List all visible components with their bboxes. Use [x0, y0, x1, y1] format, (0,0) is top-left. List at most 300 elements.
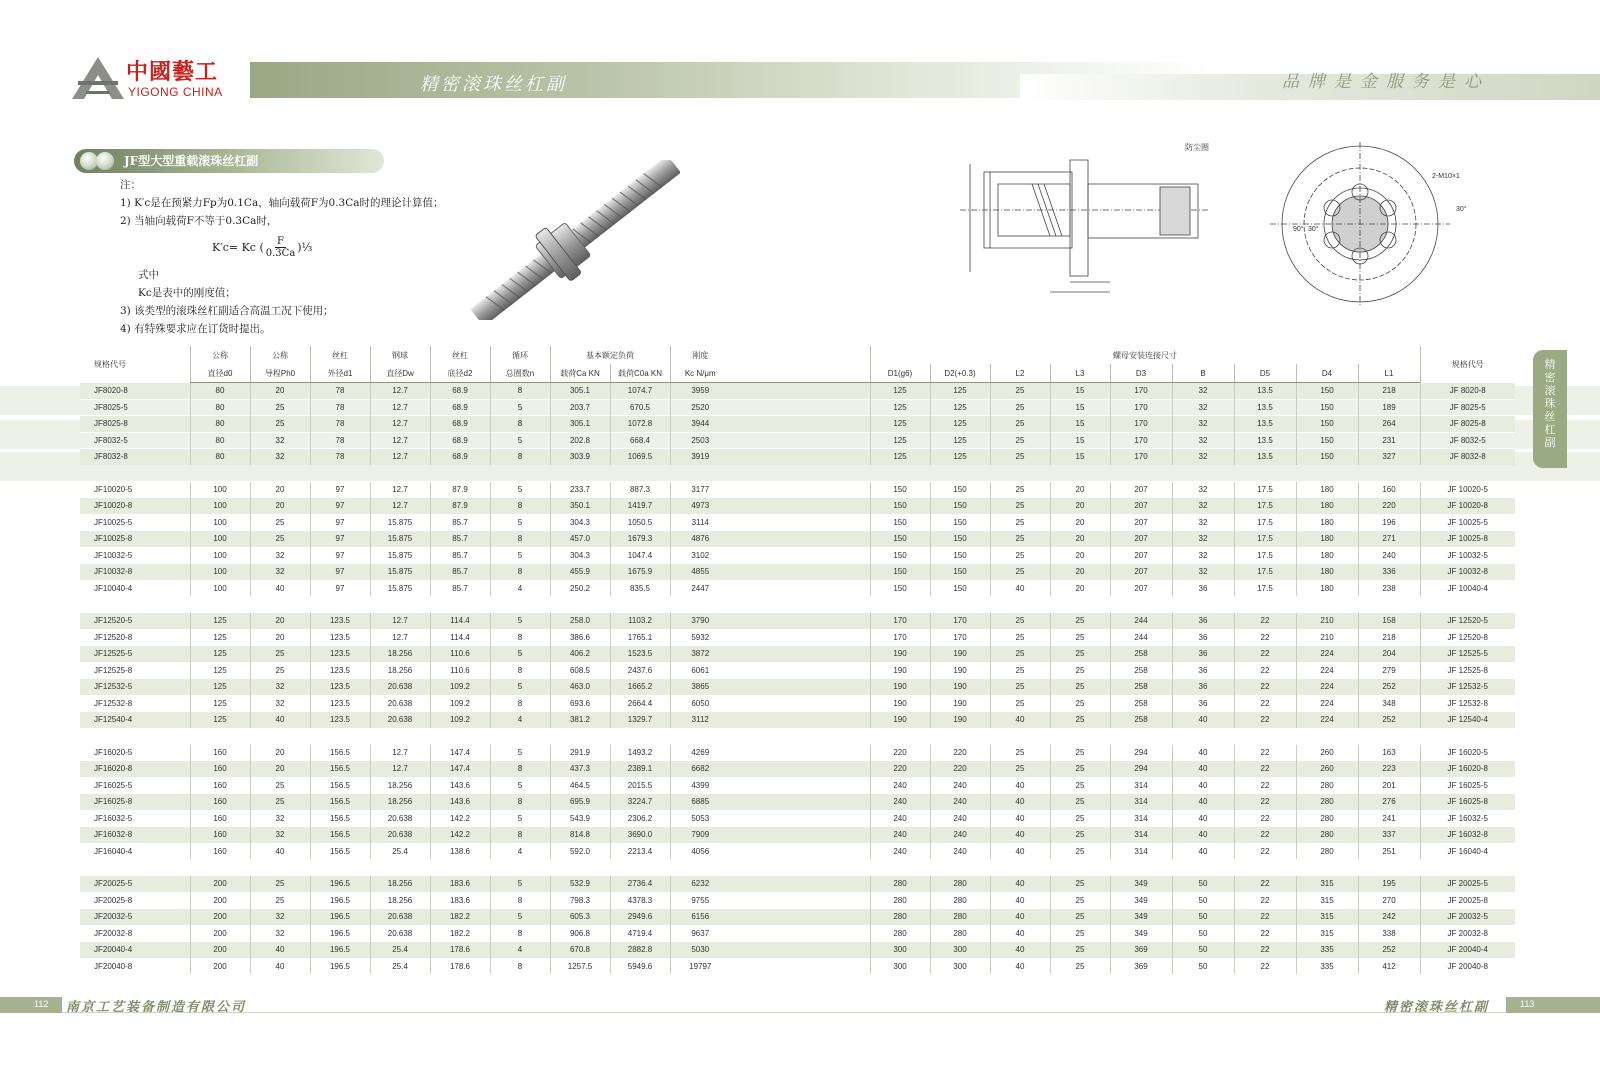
table-cell: 4: [490, 712, 550, 728]
table-cell: 40: [1172, 744, 1234, 761]
table-cell: 25: [250, 777, 310, 794]
table-cell: 32: [250, 449, 310, 465]
table-cell: 180: [1296, 564, 1358, 581]
table-cell: 160: [1358, 481, 1420, 498]
table-cell: 25.4: [370, 958, 430, 974]
logo-en-text: YIGONG CHINA: [128, 85, 223, 99]
table-cell: 143.6: [430, 794, 490, 811]
table-cell: 40: [1172, 810, 1234, 827]
table-cell: 305.1: [550, 416, 610, 433]
table-row: [80, 695, 1515, 712]
table-row: [80, 613, 1515, 630]
table-cell: 22: [1234, 712, 1296, 728]
table-cell: 6885: [670, 794, 730, 811]
table-cell: 25: [1050, 695, 1110, 712]
table-cell: 170: [1110, 383, 1172, 400]
table-cell: 25: [990, 679, 1050, 696]
table-cell: 20.638: [370, 712, 430, 728]
table-cell: 25: [1050, 909, 1110, 926]
table-cell: 204: [1358, 646, 1420, 663]
table-cell: 252: [1358, 942, 1420, 959]
table-cell: 125: [930, 449, 990, 465]
spec-code-cell: JF10025-5: [80, 514, 190, 531]
table-cell: 20.638: [370, 925, 430, 942]
table-cell: 8: [490, 958, 550, 974]
table-cell: 68.9: [430, 416, 490, 433]
th-circuit: 循环: [490, 346, 550, 364]
table-cell: 207: [1110, 498, 1172, 515]
table-cell: 25: [1050, 712, 1110, 728]
spec-code-cell: JF10020-8: [80, 498, 190, 515]
table-cell: 189: [1358, 399, 1420, 416]
notes-label: 注：: [120, 179, 141, 191]
table-cell: 22: [1234, 777, 1296, 794]
table-cell: 4378.3: [610, 892, 670, 909]
table-cell: 125: [190, 629, 250, 646]
table-cell: 1047.4: [610, 547, 670, 564]
spec-code-cell: JF 10020-8: [1420, 498, 1515, 515]
table-cell: 196.5: [310, 892, 370, 909]
table-cell: 68.9: [430, 432, 490, 449]
spec-code-cell: JF 8032-5: [1420, 432, 1515, 449]
table-row: [80, 761, 1515, 778]
table-cell: 190: [870, 712, 930, 728]
table-cell: 8: [490, 531, 550, 548]
spec-code-cell: JF16025-5: [80, 777, 190, 794]
table-cell: 280: [1296, 827, 1358, 844]
table-cell: 125: [190, 662, 250, 679]
table-cell: 3865: [670, 679, 730, 696]
th-sub-header: 导程Ph0: [250, 364, 310, 383]
table-cell: 12.7: [370, 449, 430, 465]
table-cell: 32: [1172, 399, 1234, 416]
table-cell: 3102: [670, 547, 730, 564]
table-cell: 240: [930, 810, 990, 827]
table-cell: 386.6: [550, 629, 610, 646]
table-cell: 40: [250, 843, 310, 859]
table-cell: 123.5: [310, 613, 370, 630]
spec-code-cell: JF 20032-5: [1420, 909, 1515, 926]
table-gap-cell: [730, 432, 870, 449]
formula-exp: )⅓: [297, 241, 313, 254]
table-cell: 242: [1358, 909, 1420, 926]
table-cell: 4399: [670, 777, 730, 794]
header-slogan: 品牌是金服务是心: [1282, 72, 1490, 92]
table-cell: 258: [1110, 646, 1172, 663]
table-cell: 2306.2: [610, 810, 670, 827]
table-cell: 2447: [670, 580, 730, 596]
table-cell: 78: [310, 432, 370, 449]
table-cell: 40: [1172, 827, 1234, 844]
table-gap-cell: [730, 416, 870, 433]
table-row: [80, 498, 1515, 515]
table-cell: 592.0: [550, 843, 610, 859]
table-cell: 835.5: [610, 580, 670, 596]
table-cell: 20.638: [370, 909, 430, 926]
table-cell: 25: [990, 744, 1050, 761]
table-cell: 294: [1110, 761, 1172, 778]
table-cell: 15.875: [370, 547, 430, 564]
angle-label: 30°: [1456, 206, 1467, 213]
table-cell: 291.9: [550, 744, 610, 761]
table-cell: 40: [990, 876, 1050, 893]
th-ball: 钢球: [370, 346, 430, 364]
th-spec-code-right: 规格代号: [1420, 346, 1515, 383]
table-cell: 200: [190, 925, 250, 942]
table-row: [80, 892, 1515, 909]
table-cell: 32: [250, 564, 310, 581]
spec-code-cell: JF 16020-8: [1420, 761, 1515, 778]
table-cell: 25: [990, 547, 1050, 564]
table-cell: 25: [250, 876, 310, 893]
table-cell: 8: [490, 449, 550, 465]
table-cell: 207: [1110, 514, 1172, 531]
table-cell: 224: [1296, 646, 1358, 663]
spec-code-cell: JF 8020-8: [1420, 383, 1515, 400]
table-row: [80, 514, 1515, 531]
spec-code-cell: JF 16025-5: [1420, 777, 1515, 794]
table-cell: 180: [1296, 498, 1358, 515]
table-cell: 123.5: [310, 646, 370, 663]
table-cell: 25: [1050, 794, 1110, 811]
table-cell: 210: [1296, 613, 1358, 630]
table-cell: 25: [250, 399, 310, 416]
table-cell: 13.5: [1234, 383, 1296, 400]
spec-code-cell: JF16025-8: [80, 794, 190, 811]
table-cell: 3872: [670, 646, 730, 663]
note-wherein: 式中: [138, 269, 159, 281]
table-cell: 125: [190, 613, 250, 630]
table-cell: 2520: [670, 399, 730, 416]
table-cell: 369: [1110, 942, 1172, 959]
table-cell: 8: [490, 498, 550, 515]
table-row: [80, 827, 1515, 844]
table-cell: 3944: [670, 416, 730, 433]
table-cell: 150: [930, 564, 990, 581]
table-cell: 32: [1172, 416, 1234, 433]
table-cell: 25: [990, 399, 1050, 416]
table-cell: 12.7: [370, 481, 430, 498]
table-cell: 22: [1234, 679, 1296, 696]
table-cell: 437.3: [550, 761, 610, 778]
table-cell: 4876: [670, 531, 730, 548]
table-cell: 17.5: [1234, 580, 1296, 596]
table-cell: 170: [870, 613, 930, 630]
table-cell: 20: [1050, 514, 1110, 531]
table-cell: 25: [990, 646, 1050, 663]
spec-code-cell: JF16032-8: [80, 827, 190, 844]
spec-code-cell: JF16032-5: [80, 810, 190, 827]
table-cell: 160: [190, 794, 250, 811]
table-cell: 156.5: [310, 843, 370, 859]
table-cell: 240: [870, 843, 930, 859]
table-row: [80, 629, 1515, 646]
logo-cn-text: 中國藝工: [126, 59, 219, 85]
table-cell: 68.9: [430, 399, 490, 416]
table-cell: 1069.5: [610, 449, 670, 465]
table-cell: 280: [870, 909, 930, 926]
table-cell: 32: [250, 827, 310, 844]
table-cell: 241: [1358, 810, 1420, 827]
table-cell: 335: [1296, 958, 1358, 974]
table-cell: 40: [1172, 712, 1234, 728]
table-cell: 36: [1172, 629, 1234, 646]
table-cell: 40: [990, 909, 1050, 926]
table-cell: 100: [190, 564, 250, 581]
group-spacer: [80, 728, 1515, 745]
table-cell: 109.2: [430, 679, 490, 696]
table-cell: 195: [1358, 876, 1420, 893]
table-cell: 123.5: [310, 679, 370, 696]
ball-screw-illustration: [470, 160, 680, 320]
table-cell: 25: [990, 564, 1050, 581]
table-cell: 5: [490, 679, 550, 696]
table-gap-cell: [730, 481, 870, 498]
table-cell: 18.256: [370, 662, 430, 679]
table-cell: 463.0: [550, 679, 610, 696]
angle-label: 30°: [1308, 226, 1319, 233]
table-cell: 150: [1296, 399, 1358, 416]
table-cell: 252: [1358, 712, 1420, 728]
table-cell: 170: [1110, 432, 1172, 449]
table-cell: 250.2: [550, 580, 610, 596]
spec-code-cell: JF16020-8: [80, 761, 190, 778]
table-cell: 15.875: [370, 531, 430, 548]
spec-code-cell: JF8025-8: [80, 416, 190, 433]
table-cell: 9637: [670, 925, 730, 942]
table-cell: 300: [930, 958, 990, 974]
table-cell: 170: [1110, 399, 1172, 416]
table-row: [80, 744, 1515, 761]
table-cell: 336: [1358, 564, 1420, 581]
table-cell: 668.4: [610, 432, 670, 449]
table-cell: 40: [990, 827, 1050, 844]
table-cell: 1050.5: [610, 514, 670, 531]
table-cell: 207: [1110, 580, 1172, 596]
table-gap-cell: [730, 449, 870, 465]
table-cell: 231: [1358, 432, 1420, 449]
th-sub-header: Kc N/μm: [670, 364, 730, 383]
table-cell: 25: [250, 531, 310, 548]
table-cell: 109.2: [430, 695, 490, 712]
table-cell: 40: [1172, 777, 1234, 794]
spec-code-cell: JF 8025-8: [1420, 416, 1515, 433]
table-cell: 110.6: [430, 662, 490, 679]
table-cell: 150: [870, 580, 930, 596]
table-cell: 160: [190, 761, 250, 778]
table-cell: 2949.6: [610, 909, 670, 926]
table-cell: 20: [250, 629, 310, 646]
table-cell: 40: [990, 794, 1050, 811]
table-cell: 15: [1050, 449, 1110, 465]
table-cell: 150: [1296, 416, 1358, 433]
table-gap-cell: [730, 810, 870, 827]
header-title: 精密滚珠丝杠副: [420, 74, 567, 95]
table-cell: 8: [490, 794, 550, 811]
table-cell: 32: [1172, 498, 1234, 515]
table-cell: 12.7: [370, 744, 430, 761]
table-cell: 40: [250, 580, 310, 596]
table-gap-cell: [730, 761, 870, 778]
table-cell: 464.5: [550, 777, 610, 794]
table-cell: 156.5: [310, 777, 370, 794]
table-gap-cell: [730, 827, 870, 844]
table-cell: 3114: [670, 514, 730, 531]
group-spacer: [80, 596, 1515, 613]
table-cell: 97: [310, 564, 370, 581]
table-cell: 1679.3: [610, 531, 670, 548]
table-cell: 138.6: [430, 843, 490, 859]
spec-code-cell: JF12520-5: [80, 613, 190, 630]
table-cell: 9755: [670, 892, 730, 909]
table-cell: 20: [250, 481, 310, 498]
table-cell: 305.1: [550, 383, 610, 400]
table-cell: 160: [190, 744, 250, 761]
table-cell: 25: [1050, 744, 1110, 761]
table-cell: 5: [490, 744, 550, 761]
spec-table: [80, 346, 1515, 974]
table-cell: 32: [1172, 564, 1234, 581]
table-cell: 300: [870, 958, 930, 974]
table-row: [80, 564, 1515, 581]
table-cell: 150: [870, 481, 930, 498]
table-cell: 50: [1172, 925, 1234, 942]
table-cell: 5: [490, 810, 550, 827]
table-cell: 20.638: [370, 810, 430, 827]
table-cell: 240: [930, 777, 990, 794]
note-4: 4) 有特殊要求应在订货时提出。: [120, 323, 271, 335]
table-row: [80, 416, 1515, 433]
table-cell: 25: [1050, 876, 1110, 893]
table-cell: 20.638: [370, 679, 430, 696]
table-cell: 294: [1110, 744, 1172, 761]
table-cell: 147.4: [430, 761, 490, 778]
table-cell: 300: [870, 942, 930, 959]
spec-code-cell: JF 16040-4: [1420, 843, 1515, 859]
table-cell: 125: [190, 646, 250, 663]
table-cell: 170: [930, 613, 990, 630]
table-cell: 240: [870, 794, 930, 811]
table-cell: 25: [1050, 925, 1110, 942]
spec-code-cell: JF 20025-5: [1420, 876, 1515, 893]
table-cell: 125: [870, 383, 930, 400]
spec-code-cell: JF12532-8: [80, 695, 190, 712]
table-cell: 123.5: [310, 712, 370, 728]
table-cell: 100: [190, 481, 250, 498]
table-cell: 150: [870, 564, 930, 581]
table-cell: 156.5: [310, 744, 370, 761]
table-cell: 32: [250, 432, 310, 449]
table-cell: 207: [1110, 564, 1172, 581]
table-cell: 196.5: [310, 876, 370, 893]
table-cell: 12.7: [370, 613, 430, 630]
table-gap-cell: [730, 744, 870, 761]
table-cell: 25: [250, 662, 310, 679]
table-cell: 150: [930, 580, 990, 596]
table-cell: 8: [490, 892, 550, 909]
table-cell: 36: [1172, 695, 1234, 712]
table-cell: 32: [250, 810, 310, 827]
spec-code-cell: JF20040-8: [80, 958, 190, 974]
table-cell: 17.5: [1234, 514, 1296, 531]
table-cell: 5932: [670, 629, 730, 646]
table-cell: 349: [1110, 876, 1172, 893]
table-row: [80, 383, 1515, 400]
table-cell: 40: [1172, 761, 1234, 778]
table-cell: 32: [250, 695, 310, 712]
table-cell: 190: [870, 679, 930, 696]
table-cell: 22: [1234, 942, 1296, 959]
table-cell: 240: [930, 827, 990, 844]
table-cell: 22: [1234, 876, 1296, 893]
table-cell: 20.638: [370, 695, 430, 712]
table-cell: 20: [250, 761, 310, 778]
formula-den: 0.3Ca: [265, 248, 296, 259]
table-cell: 97: [310, 531, 370, 548]
table-gap-cell: [730, 629, 870, 646]
table-cell: 40: [250, 712, 310, 728]
table-cell: 22: [1234, 662, 1296, 679]
table-cell: 271: [1358, 531, 1420, 548]
table-gap-cell: [730, 547, 870, 564]
table-cell: 32: [1172, 514, 1234, 531]
spec-code-cell: JF10025-8: [80, 531, 190, 548]
table-cell: 25: [1050, 662, 1110, 679]
table-cell: 12.7: [370, 383, 430, 400]
table-row: [80, 909, 1515, 926]
table-cell: 156.5: [310, 810, 370, 827]
table-row: [80, 531, 1515, 548]
table-cell: 100: [190, 514, 250, 531]
table-cell: 5: [490, 432, 550, 449]
table-cell: 32: [1172, 531, 1234, 548]
table-cell: 78: [310, 416, 370, 433]
table-row: [80, 942, 1515, 959]
table-cell: 160: [190, 843, 250, 859]
th-load-rating: 基本额定负荷: [550, 346, 670, 364]
table-gap-cell: [730, 662, 870, 679]
spec-code-cell: JF16020-5: [80, 744, 190, 761]
table-row: [80, 958, 1515, 974]
table-cell: 125: [930, 432, 990, 449]
table-cell: 218: [1358, 383, 1420, 400]
table-cell: 304.3: [550, 514, 610, 531]
table-cell: 258: [1110, 712, 1172, 728]
table-cell: 25: [990, 481, 1050, 498]
table-cell: 5: [490, 646, 550, 663]
table-cell: 1493.2: [610, 744, 670, 761]
table-cell: 160: [190, 810, 250, 827]
table-cell: 190: [930, 646, 990, 663]
table-cell: 40: [250, 958, 310, 974]
table-gap-cell: [730, 794, 870, 811]
table-cell: 608.5: [550, 662, 610, 679]
spec-code-cell: JF12540-4: [80, 712, 190, 728]
table-cell: 18.256: [370, 777, 430, 794]
table-cell: 260: [1296, 761, 1358, 778]
table-cell: 18.256: [370, 794, 430, 811]
table-cell: 125: [190, 679, 250, 696]
table-cell: 8: [490, 564, 550, 581]
table-cell: 32: [1172, 449, 1234, 465]
table-gap-cell: [730, 909, 870, 926]
table-cell: 5053: [670, 810, 730, 827]
table-cell: 238: [1358, 580, 1420, 596]
table-cell: 40: [1172, 843, 1234, 859]
table-cell: 13.5: [1234, 449, 1296, 465]
table-row: [80, 925, 1515, 942]
table-cell: 110.6: [430, 646, 490, 663]
